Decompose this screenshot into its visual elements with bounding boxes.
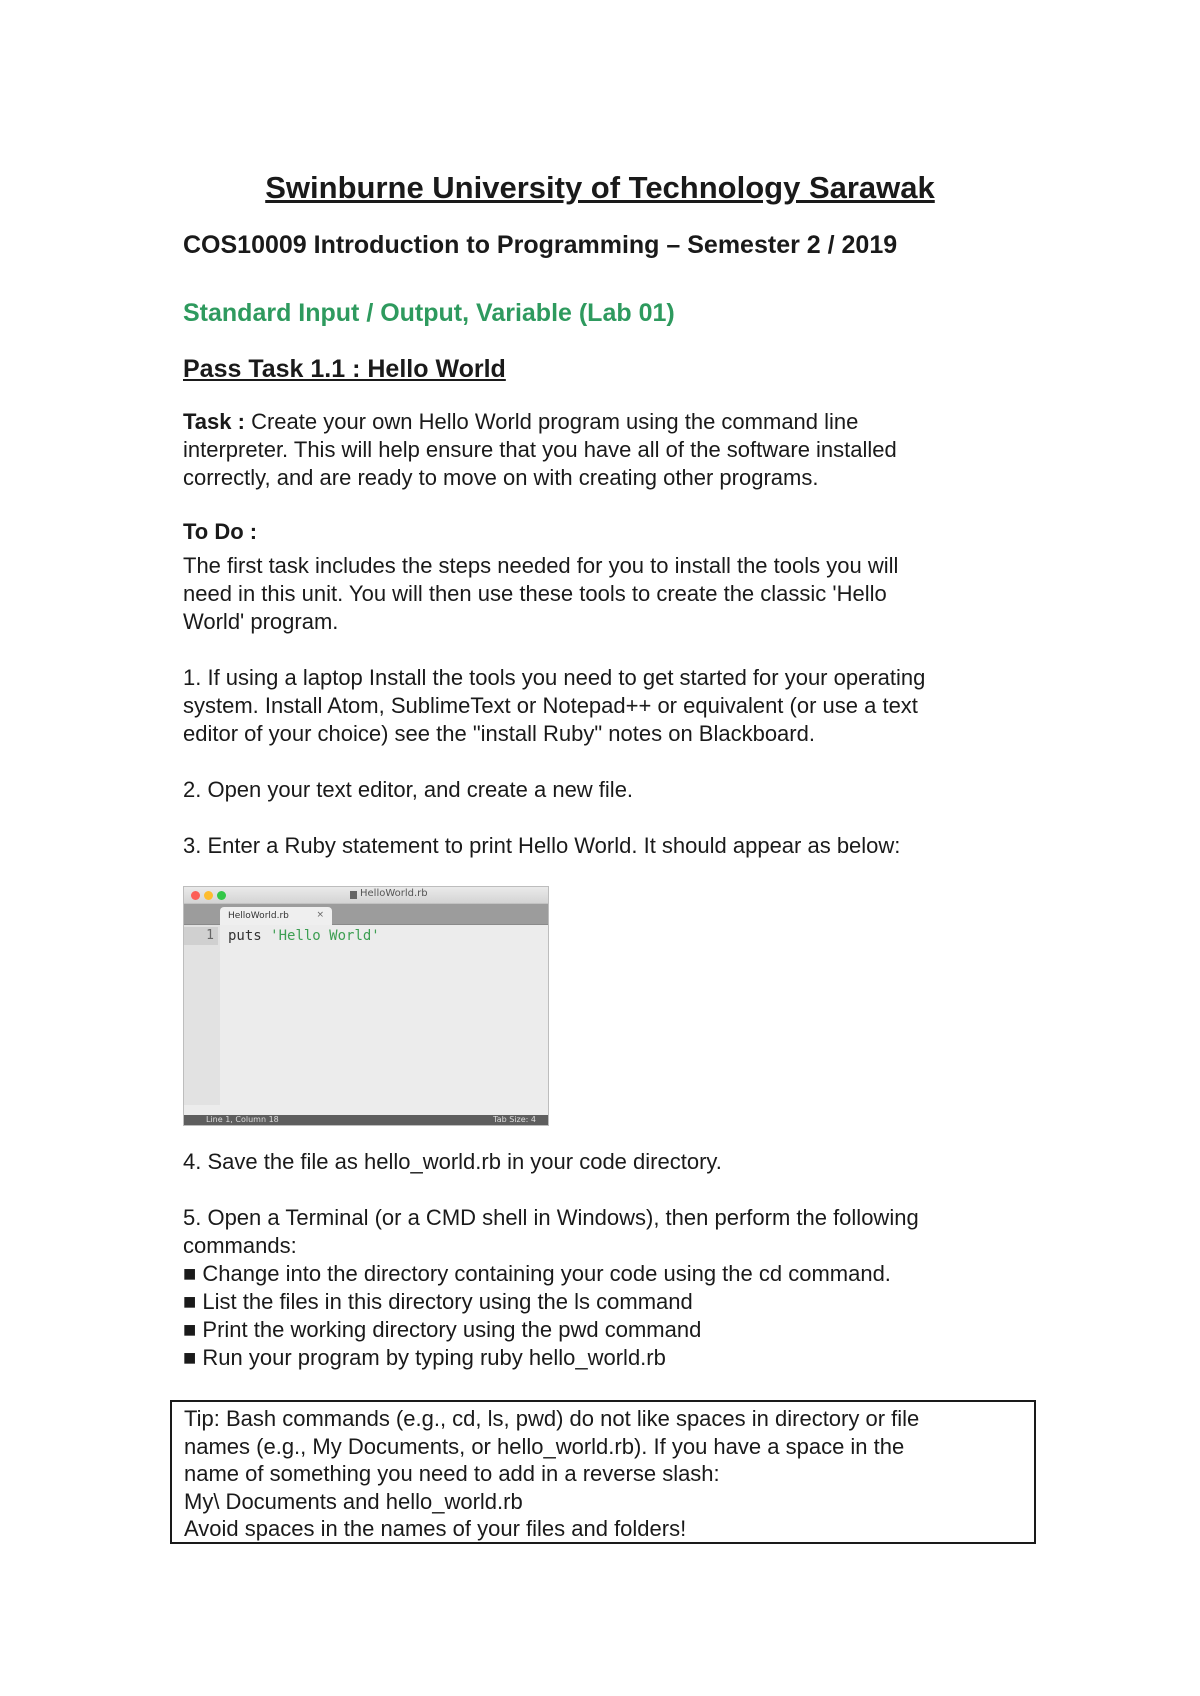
- university-title: Swinburne University of Technology Sarawak: [265, 170, 935, 205]
- editor-tabbar: [184, 904, 548, 925]
- tip-line: My\ Documents and hello_world.rb: [184, 1488, 523, 1514]
- editor-tab: [220, 907, 332, 925]
- step-2: 2. Open your text editor, and create a new file.: [183, 777, 634, 802]
- task-paragraph: [183, 408, 1043, 492]
- code-keyword: puts: [228, 928, 271, 944]
- close-window-icon: [191, 891, 200, 900]
- task-label: Task :: [183, 409, 245, 434]
- editor-window-title: HelloWorld.rb: [360, 888, 428, 899]
- editor-titlebar: [184, 887, 548, 904]
- step-1: 1. If using a laptop Install the tools you need to get started for your operating system. Install Atom, SublimeText or Notepad++ or equivalent (or use a text editor of your choice) see the "install Ruby" notes on Blackboard.: [183, 665, 926, 746]
- step-5: 5. Open a Terminal (or a CMD shell in Windows), then perform the following commands: ■ Change into the directory containing your code using the cd command. ■ List the files in this directory using the ls command ■ Print the working directory using the pwd command ■ Run your program by typing ruby hello_world.rb: [183, 1204, 1043, 1372]
- task-line-2: interpreter. This will help ensure that you have all of the software installed: [183, 437, 897, 462]
- task-line-1: Task : Create your own Hello World program using the command line: [183, 409, 859, 434]
- close-tab-icon: ×: [316, 910, 324, 920]
- bullet-item: ■ Change into the directory containing your code using the cd command.: [183, 1261, 891, 1286]
- tip-line: Avoid spaces in the names of your files and folders!: [184, 1516, 687, 1541]
- todo-intro: The first task includes the steps needed for you to install the tools you will need in this unit. You will then use these tools to create the classic 'Hello World' program.: [183, 553, 899, 634]
- lab-title: Standard Input / Output, Variable (Lab 01): [183, 299, 675, 327]
- todo-label: To Do :: [183, 519, 258, 544]
- course-title: COS10009 Introduction to Programming – Semester 2 / 2019: [183, 231, 898, 259]
- step-3: 3. Enter a Ruby statement to print Hello World. It should appear as below:: [183, 833, 901, 858]
- task-heading: Pass Task 1.1 : Hello World: [183, 355, 506, 383]
- tip-line: Tip: Bash commands (e.g., cd, ls, pwd) do not like spaces in directory or file: [184, 1406, 920, 1431]
- file-icon: [350, 891, 357, 899]
- editor-screenshot: [183, 886, 549, 1126]
- minimize-window-icon: [204, 891, 213, 900]
- step-4: 4. Save the file as hello_world.rb in your code directory.: [183, 1149, 722, 1174]
- line-number: 1: [184, 927, 218, 945]
- task-line-3: correctly, and are ready to move on with creating other programs.: [183, 465, 819, 490]
- bullet-item: ■ List the files in this directory using the ls command: [183, 1289, 693, 1314]
- tip-box: [170, 1400, 1036, 1544]
- tip-line: names (e.g., My Documents, or hello_world.rb). If you have a space in the: [184, 1433, 905, 1459]
- bullet-item: ■ Run your program by typing ruby hello_world.rb: [183, 1345, 666, 1370]
- editor-statusbar: [184, 1115, 548, 1125]
- code-string: 'Hello World': [270, 928, 380, 944]
- code-line: [228, 927, 380, 945]
- tip-line: name of something you need to add in a reverse slash:: [184, 1461, 720, 1486]
- zoom-window-icon: [217, 891, 226, 900]
- bullet-item: ■ Print the working directory using the pwd command: [183, 1317, 702, 1342]
- status-tab-size: Tab Size: 4: [493, 1115, 536, 1124]
- status-position: Line 1, Column 18: [206, 1115, 279, 1124]
- editor-gutter: [184, 925, 220, 1105]
- editor-tab-label: HelloWorld.rb: [228, 911, 289, 921]
